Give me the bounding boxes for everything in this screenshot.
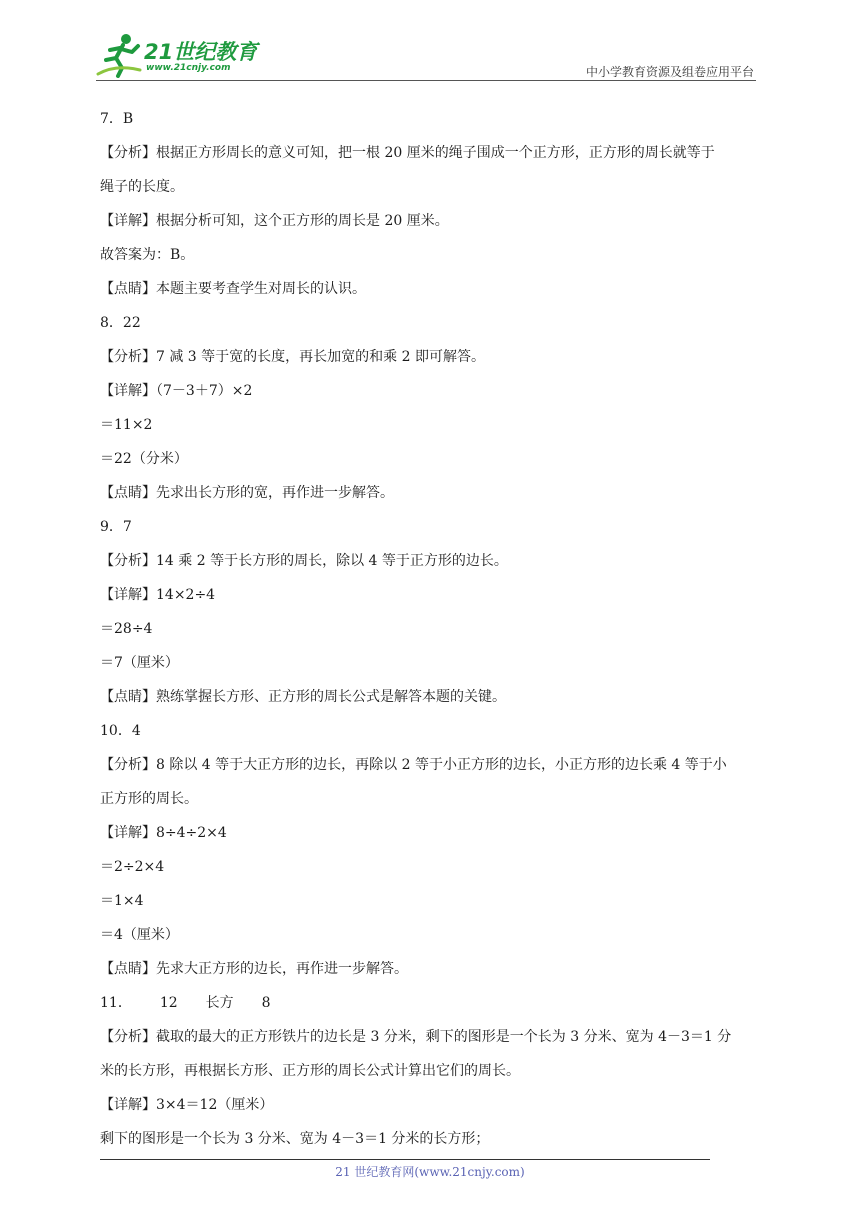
text-line: 剩下的图形是一个长为 3 分米、宽为 4－3＝1 分米的长方形；: [100, 1131, 490, 1147]
site-logo[interactable]: [96, 30, 266, 78]
logo-url: www.21cnjy.com: [146, 63, 231, 73]
text-line: ＝22（分米）: [100, 451, 188, 467]
text-line: 【点睛】先求大正方形的边长，再作进一步解答。: [100, 961, 408, 977]
footer-divider: [100, 1159, 710, 1160]
answer-content: [100, 102, 762, 1156]
text-line: 【分析】7 减 3 等于宽的长度，再长加宽的和乘 2 即可解答。: [100, 349, 485, 365]
text-line: 【点睛】熟练掌握长方形、正方形的周长公式是解答本题的关键。: [100, 689, 506, 705]
text-line: 7．B: [100, 111, 134, 127]
text-line: 【分析】14 乘 2 等于长方形的周长，除以 4 等于正方形的边长。: [100, 553, 508, 569]
answer-blank-1: 12: [159, 995, 178, 1011]
text-line: 正方形的周长。: [100, 791, 198, 807]
text-line: 8．22: [100, 315, 141, 331]
text-line: 【分析】根据正方形周长的意义可知，把一根 20 厘米的绳子围成一个正方形，正方形的周长就等于: [100, 145, 715, 161]
text-line: 【分析】截取的最大的正方形铁片的边长是 3 分米，剩下的图形是一个长为 3 分米、宽为 4－3＝1 分: [100, 1029, 732, 1045]
question-number: 11．: [100, 995, 132, 1011]
text-line: 绳子的长度。: [100, 179, 184, 195]
text-line: 【详解】8÷4÷2×4: [100, 825, 227, 841]
platform-tagline: 中小学教育资源及组卷应用平台: [585, 65, 754, 79]
answer-blank-2: 长方: [205, 995, 234, 1011]
text-line: 米的长方形，再根据长方形、正方形的周长公式计算出它们的周长。: [100, 1063, 520, 1079]
text-line: 9．7: [100, 519, 132, 535]
text-line: ＝2÷2×4: [100, 859, 165, 875]
text-line: 10．4: [100, 723, 141, 739]
footer-link[interactable]: 21 世纪教育网(www.21cnjy.com): [335, 1165, 525, 1179]
text-line: 【详解】3×4＝12（厘米）: [100, 1097, 274, 1113]
text-line: ＝28÷4: [100, 621, 153, 637]
question-11-answer-line: [100, 986, 762, 1020]
text-line: 故答案为：B。: [100, 247, 195, 263]
page-header: [96, 30, 756, 81]
text-line: 【分析】8 除以 4 等于大正方形的边长，再除以 2 等于小正方形的边长，小正方形的边长乘 4 等于小: [100, 757, 727, 773]
text-line: 【点睛】本题主要考查学生对周长的认识。: [100, 281, 366, 297]
text-line: ＝4（厘米）: [100, 927, 179, 943]
text-line: ＝11×2: [100, 417, 153, 433]
text-line: 【详解】（7－3＋7）×2: [100, 383, 253, 399]
text-line: 【详解】根据分析可知，这个正方形的周长是 20 厘米。: [100, 213, 449, 229]
text-line: 【详解】14×2÷4: [100, 587, 216, 603]
text-line: ＝1×4: [100, 893, 144, 909]
answer-blank-3: 8: [261, 995, 271, 1011]
logo-text: 21世纪教育: [144, 40, 258, 64]
text-line: ＝7（厘米）: [100, 655, 179, 671]
runner-logo-icon: [96, 30, 144, 78]
text-line: 【点睛】先求出长方形的宽，再作进一步解答。: [100, 485, 394, 501]
